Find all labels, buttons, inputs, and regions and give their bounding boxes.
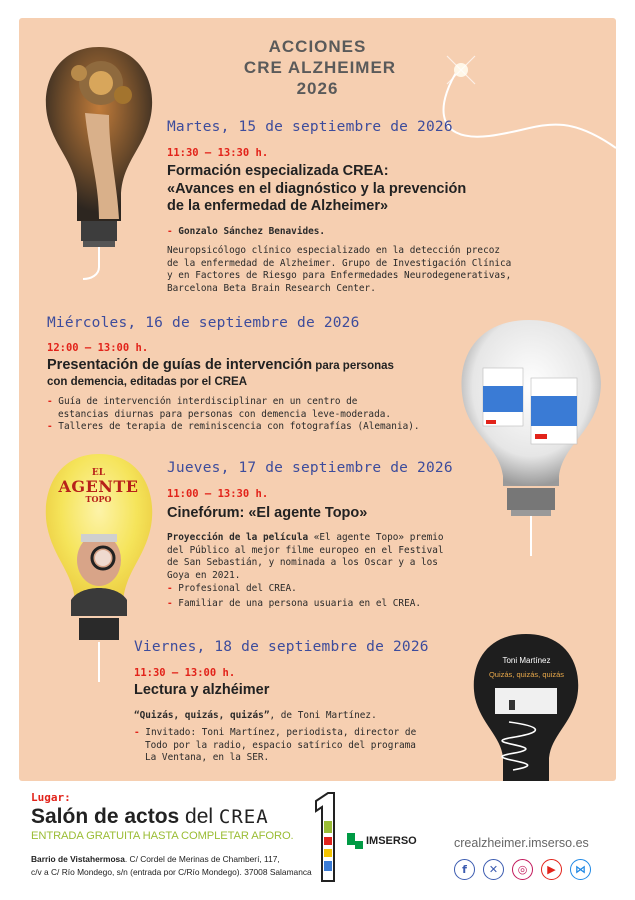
event3-desc-line3: de San Sebastián, y nominada a los Oscar y a los: [167, 557, 438, 568]
event3-desc-line4: Goya en 2021.: [167, 569, 241, 581]
event4-quote: [134, 710, 377, 723]
instagram-icon[interactable]: ◎: [512, 859, 533, 880]
poster-title-topo: TOPO: [85, 494, 112, 504]
event2-title: [47, 357, 394, 376]
event2-bullet2-text: Talleres de terapia de reminiscencia con fotografías (Alemania).: [58, 421, 420, 432]
social-icons: [454, 859, 591, 880]
bulb-steampunk-image: [39, 43, 159, 288]
bulb-book-image: [469, 632, 584, 781]
event3-description: [167, 532, 444, 610]
venue-name-bold: Salón de actos: [31, 805, 180, 828]
poster-title-el: EL: [91, 468, 106, 478]
venue-name-crea: CREA: [218, 806, 269, 828]
event3-bullet1-text: Profesional del CREA.: [178, 583, 297, 594]
event3-day: Jueves, 17 de septiembre de 2026: [167, 460, 453, 476]
event1-time: 11:30 – 13:30 h.: [167, 147, 269, 159]
event1-desc-line1: Neuropsicólogo clínico especializado en la detección precoz: [167, 245, 501, 256]
title-line-2: CRE ALZHEIMER: [243, 58, 397, 77]
event3-title: Cinefórum: «El agente Topo»: [167, 505, 368, 521]
x-icon[interactable]: ✕: [483, 859, 504, 880]
free-entry-note: ENTRADA GRATUITA HASTA COMPLETAR AFORO.: [31, 830, 294, 842]
event3-bullet2: - Familiar de una persona usuaria en el CREA.: [167, 597, 421, 609]
event1-speaker: - Gonzalo Sánchez Benavides.: [167, 226, 326, 237]
venue-address: [31, 853, 312, 879]
event1-desc-line3: y en Factores de Riesgo para Enfermedades Neurodegenerativas,: [167, 270, 512, 281]
event1-description: [167, 245, 511, 295]
event4-day: Viernes, 18 de septiembre de 2026: [134, 639, 429, 655]
event4-time: 11:30 – 13:00 h.: [134, 667, 236, 679]
book-title: Quizás, quizás, quizás: [488, 670, 565, 679]
crea-logo-icon: [312, 791, 340, 883]
poster: [19, 18, 616, 781]
youtube-icon[interactable]: ▶: [541, 859, 562, 880]
facebook-icon[interactable]: f: [454, 859, 475, 880]
event1-desc-line2: de la enfermedad de Alzheimer. Grupo de Investigación Clínica: [167, 257, 512, 269]
event4-bullet1-line3: La Ventana, en la SER.: [145, 752, 270, 763]
event4-bullet1-line1: Invitado: Toni Martínez, periodista, director de: [145, 727, 417, 738]
imserso-label: IMSERSO: [366, 835, 417, 847]
agente-topo-poster-title: [41, 468, 156, 504]
event4-quote-bold: “Quizás, quizás, quizás”: [134, 710, 270, 721]
event1-title-line1: Formación especializada CREA:: [167, 163, 389, 179]
bulb-guides-image: [459, 316, 616, 571]
bluesky-icon[interactable]: ⋈: [570, 859, 591, 880]
event4-title: Lectura y alzhéimer: [134, 682, 270, 698]
event4-quote-rest: , de Toni Martínez.: [269, 710, 377, 721]
address-line1: . C/ Cordel de Merinas de Chamberí, 117,: [124, 854, 280, 864]
event1-day: Martes, 15 de septiembre de 2026: [167, 119, 453, 135]
event1-title-line2: «Avances en el diagnóstico y la prevención: [167, 180, 467, 197]
event3-bullet1: - Profesional del CREA.: [167, 583, 297, 594]
poster-title-agente: AGENTE: [58, 477, 139, 496]
event2-bullet2: - Talleres de terapia de reminiscencia con fotografías (Alemania).: [47, 421, 420, 432]
title-line-3: 2026: [296, 79, 339, 98]
event3-desc-bold: Proyección de la película: [167, 532, 309, 543]
event4-bullet1-line2: Todo por la radio, espacio satírico del programa: [145, 739, 416, 751]
event2-title-small: para personas: [312, 360, 394, 372]
imserso-logo-icon: [345, 831, 365, 853]
book-author: Toni Martínez: [502, 656, 551, 665]
event1-desc-line4: Barcelona Beta Brain Research Center.: [167, 282, 376, 294]
event2-bullet1-line1: Guía de intervención interdisciplinar en un centro de: [58, 396, 358, 407]
event2-title-main: Presentación de guías de intervención: [47, 357, 313, 373]
event3-time: 11:00 – 13:30 h.: [167, 488, 269, 500]
event1-title-line3: de la enfermedad de Alzheimer»: [167, 198, 389, 214]
event3-bullet2-text: Familiar de una persona usuaria en el CREA.: [178, 597, 421, 609]
event2-bullets: [47, 396, 487, 434]
title-line-1: ACCIONES: [268, 37, 367, 56]
event4-bullet1: - Invitado: Toni Martínez, periodista, director de Todo por la radio, espacio satírico del programa La Ventana, en la SER.: [134, 727, 417, 763]
address-bold: Barrio de Vistahermosa: [31, 854, 125, 864]
event2-day: Miércoles, 16 de septiembre de 2026: [47, 315, 360, 331]
venue-name-del: del: [179, 805, 219, 828]
event2-bullet1: - Guía de intervención interdisciplinar en un centro de estancias diurnas para personas con demencia leve-moderada.: [47, 396, 392, 420]
event1-title: [167, 163, 466, 216]
website-link[interactable]: crealzheimer.imserso.es: [454, 836, 589, 850]
lugar-label: Lugar:: [31, 791, 71, 804]
event2-title-line2: con demencia, editadas por el CREA: [47, 376, 248, 388]
address-line2: c/v a C/ Río Mondego, s/n (entrada por C/Río Mondego). 37008 Salamanca: [31, 867, 312, 877]
event2-bullet1-line2: estancias diurnas para personas con demencia leve-moderada.: [58, 408, 392, 420]
event3-desc-line1: «El agente Topo» premio: [308, 532, 444, 543]
event2-time: 12:00 – 13:00 h.: [47, 342, 149, 354]
event1-speaker-name: Gonzalo Sánchez Benavides.: [178, 226, 326, 237]
venue-name: [31, 805, 269, 829]
event3-desc-line2: del Público al mejor filme europeo en el Festival: [167, 544, 444, 556]
